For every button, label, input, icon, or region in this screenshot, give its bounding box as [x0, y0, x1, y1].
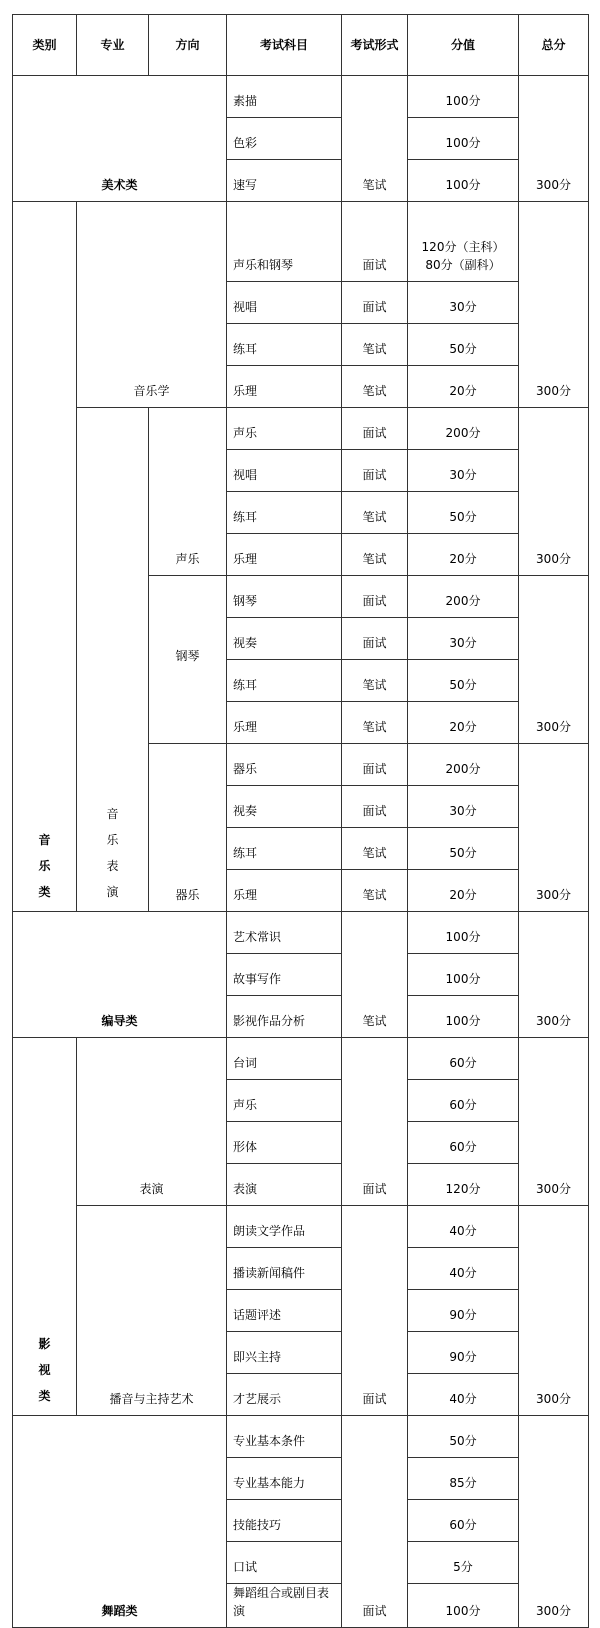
art-category: 美术类	[13, 76, 227, 202]
score-cell: 120分（主科）80分（副科）	[408, 202, 519, 282]
total-cell: 300分	[519, 744, 589, 912]
format-cell: 面试	[342, 408, 408, 450]
format-cell: 面试	[342, 282, 408, 324]
format-cell: 面试	[342, 450, 408, 492]
format-cell: 笔试	[342, 828, 408, 870]
musicology-major: 音乐学	[77, 202, 227, 408]
score-cell: 60分	[408, 1080, 519, 1122]
total-cell: 300分	[519, 1416, 589, 1628]
subject-cell: 速写	[227, 160, 342, 202]
subject-cell: 影视作品分析	[227, 996, 342, 1038]
table-row	[13, 408, 589, 450]
format-cell: 面试	[342, 618, 408, 660]
score-cell: 60分	[408, 1038, 519, 1080]
subject-cell: 视唱	[227, 450, 342, 492]
score-cell: 20分	[408, 366, 519, 408]
subject-cell: 专业基本能力	[227, 1458, 342, 1500]
subject-cell: 才艺展示	[227, 1374, 342, 1416]
subject-cell: 声乐	[227, 408, 342, 450]
score-cell: 60分	[408, 1122, 519, 1164]
score-cell: 100分	[408, 912, 519, 954]
subject-cell: 乐理	[227, 366, 342, 408]
format-cell: 面试	[342, 744, 408, 786]
subject-cell: 色彩	[227, 118, 342, 160]
table-row	[13, 1206, 589, 1248]
subject-cell: 练耳	[227, 660, 342, 702]
table-row	[13, 202, 589, 282]
score-cell: 5分	[408, 1542, 519, 1584]
header-direction: 方向	[149, 15, 227, 76]
score-cell: 90分	[408, 1332, 519, 1374]
subject-cell: 技能技巧	[227, 1500, 342, 1542]
table-row	[13, 912, 589, 954]
score-cell: 50分	[408, 828, 519, 870]
subject-cell: 练耳	[227, 828, 342, 870]
header-subject: 考试科目	[227, 15, 342, 76]
film-category: 影视类	[13, 1038, 77, 1416]
dance-category: 舞蹈类	[13, 1416, 227, 1628]
total-cell: 300分	[519, 76, 589, 202]
score-cell: 100分	[408, 996, 519, 1038]
instrumental-direction: 器乐	[149, 744, 227, 912]
format-cell: 面试	[342, 1416, 408, 1628]
score-cell: 200分	[408, 744, 519, 786]
header-row	[13, 15, 589, 76]
score-cell: 90分	[408, 1290, 519, 1332]
table-row	[13, 1416, 589, 1458]
subject-cell: 话题评述	[227, 1290, 342, 1332]
subject-cell: 舞蹈组合或剧目表演	[227, 1584, 342, 1628]
score-cell: 50分	[408, 324, 519, 366]
total-cell: 300分	[519, 408, 589, 576]
subject-cell: 口试	[227, 1542, 342, 1584]
table-row	[13, 76, 589, 118]
score-cell: 20分	[408, 534, 519, 576]
format-cell: 笔试	[342, 76, 408, 202]
acting-major: 表演	[77, 1038, 227, 1206]
subject-cell: 视奏	[227, 618, 342, 660]
score-cell: 30分	[408, 450, 519, 492]
header-format: 考试形式	[342, 15, 408, 76]
subject-cell: 专业基本条件	[227, 1416, 342, 1458]
format-cell: 笔试	[342, 534, 408, 576]
subject-cell: 播读新闻稿件	[227, 1248, 342, 1290]
header-category: 类别	[13, 15, 77, 76]
score-cell: 40分	[408, 1374, 519, 1416]
format-cell: 笔试	[342, 912, 408, 1038]
subject-cell: 练耳	[227, 492, 342, 534]
subject-cell: 乐理	[227, 534, 342, 576]
header-total: 总分	[519, 15, 589, 76]
format-cell: 笔试	[342, 324, 408, 366]
subject-cell: 艺术常识	[227, 912, 342, 954]
score-cell: 30分	[408, 786, 519, 828]
total-cell: 300分	[519, 912, 589, 1038]
format-cell: 笔试	[342, 660, 408, 702]
header-score: 分值	[408, 15, 519, 76]
vocal-direction: 声乐	[149, 408, 227, 576]
score-cell: 100分	[408, 1584, 519, 1628]
score-cell: 100分	[408, 76, 519, 118]
score-cell: 200分	[408, 576, 519, 618]
format-cell: 面试	[342, 1038, 408, 1206]
score-cell: 40分	[408, 1248, 519, 1290]
total-cell: 300分	[519, 576, 589, 744]
score-cell: 30分	[408, 282, 519, 324]
subject-cell: 器乐	[227, 744, 342, 786]
format-cell: 面试	[342, 576, 408, 618]
score-cell: 50分	[408, 660, 519, 702]
score-cell: 120分	[408, 1164, 519, 1206]
score-cell: 60分	[408, 1500, 519, 1542]
total-cell: 300分	[519, 1038, 589, 1206]
score-cell: 100分	[408, 954, 519, 996]
score-cell: 30分	[408, 618, 519, 660]
subject-cell: 视唱	[227, 282, 342, 324]
total-cell: 300分	[519, 1206, 589, 1416]
subject-cell: 钢琴	[227, 576, 342, 618]
subject-cell: 声乐和钢琴	[227, 202, 342, 282]
score-table-container	[12, 14, 588, 1618]
subject-cell: 声乐	[227, 1080, 342, 1122]
performance-major: 音乐表演	[77, 408, 149, 912]
subject-cell: 乐理	[227, 702, 342, 744]
score-cell: 100分	[408, 118, 519, 160]
piano-direction: 钢琴	[149, 576, 227, 744]
score-cell: 85分	[408, 1458, 519, 1500]
subject-cell: 故事写作	[227, 954, 342, 996]
score-cell: 20分	[408, 870, 519, 912]
table-row	[13, 1038, 589, 1080]
score-cell: 50分	[408, 1416, 519, 1458]
total-cell: 300分	[519, 202, 589, 408]
format-cell: 面试	[342, 202, 408, 282]
format-cell: 笔试	[342, 870, 408, 912]
subject-cell: 形体	[227, 1122, 342, 1164]
header-major: 专业	[77, 15, 149, 76]
subject-cell: 台词	[227, 1038, 342, 1080]
score-cell: 40分	[408, 1206, 519, 1248]
exam-score-table	[12, 14, 589, 1628]
subject-cell: 练耳	[227, 324, 342, 366]
score-cell: 20分	[408, 702, 519, 744]
directing-category: 编导类	[13, 912, 227, 1038]
music-category: 音乐类	[13, 202, 77, 912]
subject-cell: 朗读文学作品	[227, 1206, 342, 1248]
subject-cell: 乐理	[227, 870, 342, 912]
score-cell: 100分	[408, 160, 519, 202]
subject-cell: 即兴主持	[227, 1332, 342, 1374]
format-cell: 笔试	[342, 492, 408, 534]
format-cell: 笔试	[342, 702, 408, 744]
format-cell: 面试	[342, 1206, 408, 1416]
subject-cell: 视奏	[227, 786, 342, 828]
score-cell: 200分	[408, 408, 519, 450]
format-cell: 面试	[342, 786, 408, 828]
score-cell: 50分	[408, 492, 519, 534]
subject-cell: 表演	[227, 1164, 342, 1206]
format-cell: 笔试	[342, 366, 408, 408]
subject-cell: 素描	[227, 76, 342, 118]
broadcasting-major: 播音与主持艺术	[77, 1206, 227, 1416]
